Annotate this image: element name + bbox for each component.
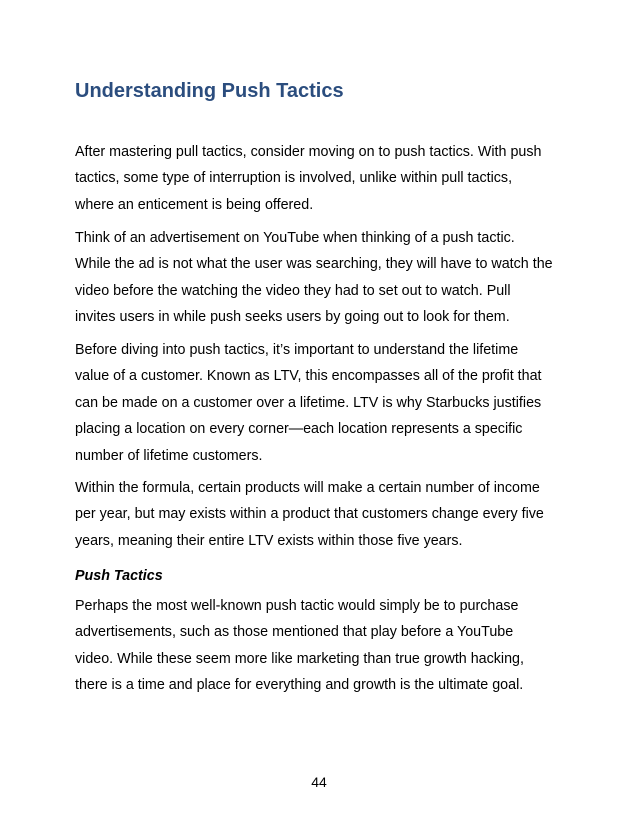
text-line: video. While these seem more like marketing than true growth hacking, — [75, 650, 524, 667]
text-line: invites users in while push seeks users by going out to look for them. — [75, 309, 510, 326]
text-line: tactics, some type of interruption is involved, unlike within pull tactics, — [75, 170, 513, 187]
text-line: there is a time and place for everything and growth is the ultimate goal. — [75, 677, 524, 694]
text-line: value of a customer. Known as LTV, this encompasses all of the profit that — [75, 368, 542, 385]
text-line: advertisements, such as those mentioned that play before a YouTube — [75, 624, 514, 641]
section-subheading: Push Tactics — [75, 568, 163, 584]
text-line: per year, but may exists within a product that customers change every five — [75, 506, 544, 523]
text-line: number of lifetime customers. — [75, 447, 263, 464]
page-number: 44 — [311, 774, 327, 790]
page-title: Understanding Push Tactics — [75, 80, 344, 102]
text-line: Before diving into push tactics, it’s important to understand the lifetime — [75, 342, 519, 358]
paragraph-youtube-example — [75, 225, 575, 331]
text-line: Perhaps the most well-known push tactic would simply be to purchase — [75, 598, 519, 614]
text-line: While the ad is not what the user was searching, they will have to watch the — [75, 256, 553, 273]
paragraph-pull-vs-push — [75, 139, 575, 218]
paragraph-formula — [75, 475, 575, 554]
text-line: Within the formula, certain products will make a certain number of income — [75, 480, 540, 496]
text-line: years, meaning their entire LTV exists within those five years. — [75, 532, 463, 549]
text-line: where an enticement is being offered. — [75, 196, 314, 213]
text-line: placing a location on every corner—each location represents a specific — [75, 421, 523, 438]
text-line: video before the watching the video they had to set out to watch. Pull — [75, 282, 511, 299]
text-line: Think of an advertisement on YouTube when thinking of a push tactic. — [75, 230, 515, 246]
paragraph-push-tactics — [75, 593, 575, 699]
paragraph-lifetime-value — [75, 337, 575, 469]
text-line: After mastering pull tactics, consider moving on to push tactics. With push — [75, 144, 542, 160]
text-line: can be made on a customer over a lifetime. LTV is why Starbucks justifies — [75, 394, 542, 411]
